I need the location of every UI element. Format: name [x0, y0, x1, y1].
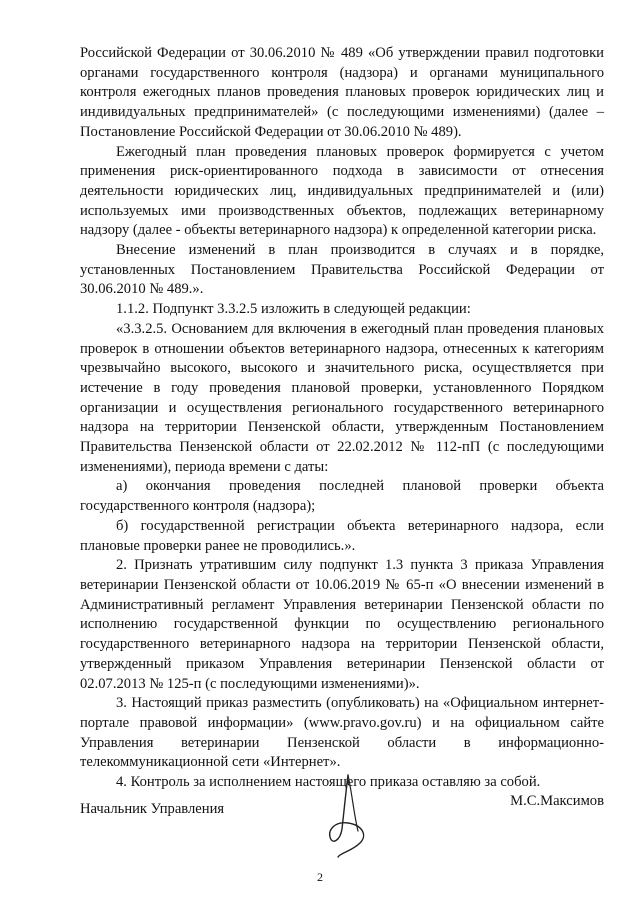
- paragraph: 4. Контроль за исполнением настоящего приказа оставляю за собой.: [116, 774, 541, 791]
- signatory-name: М.С.Максимов: [510, 793, 604, 809]
- paragraph: а) окончания проведения последней плановой проверки объекта государственного контроля (надзора);: [80, 478, 604, 515]
- paragraph: Внесение изменений в план производится в случаях и в порядке, установленных Постановлением Правительства Российской Федерации от 30.06.2010 № 489.».: [80, 242, 604, 298]
- paragraph: «3.3.2.5. Основанием для включения в ежегодный план проведения плановых проверок в отношении объектов ветеринарного надзора, отнесенных к категориям чрезвычайно высокого, высокого и значительного риска, осуществляется при истечение в году проведения плановой проверки, установленного Порядком организации и осуществления регионального государственного ветеринарного надзора на территории Пензенской области, утвержденным Постановлением Правительства Пензенской области от 22.02.2012 № 112-пП (с последующими изменениями), периода времени с даты:: [80, 320, 604, 475]
- signature-block: [80, 793, 604, 863]
- document-body: [80, 44, 604, 793]
- paragraph: 2. Признать утратившим силу подпункт 1.3 пункта 3 приказа Управления ветеринарии Пензенской области от 10.06.2019 № 65-п «О внесении изменений в Административный регламент Управления ветеринарии Пензенской области по исполнению государственной функции по осуществлению регионального государственного ветеринарного надзора на территории Пензенской области, утвержденный приказом Управления ветеринарии Пензенской области от 02.07.2013 № 125-п (с последующими изменениями)».: [80, 557, 604, 692]
- handwritten-signature: [318, 771, 388, 861]
- paragraph: 1.1.2. Подпункт 3.3.2.5 изложить в следующей редакции:: [116, 301, 471, 318]
- paragraph: 3. Настоящий приказ разместить (опубликовать) на «Официальном интернет-портале правовой информации» (www.pravo.gov.ru) и на официальном сайте Управления ветеринарии Пензенской области в информационно-телекоммуникационной сети «Интернет».: [80, 695, 604, 771]
- page-number: 2: [317, 870, 323, 884]
- paragraph: Российской Федерации от 30.06.2010 № 489 «Об утверждении правил подготовки органами государственного контроля (надзора) и органами муниципального контроля ежегодных планов проведения плановых проверок юридических лиц и индивидуальных предпринимателей» (с последующими изменениями) (далее – Постановление Российской Федерации от 30.06.2010 № 489).: [80, 45, 604, 140]
- paragraph: б) государственной регистрации объекта ветеринарного надзора, если плановые проверки ранее не проводились.».: [80, 517, 604, 554]
- paragraph: Ежегодный план проведения плановых проверок формируется с учетом применения риск-ориентированного подхода в зависимости от отнесения деятельности юридических лиц, индивидуальных предпринимателей и (или) используемых ими производственных объектов, подлежащих ветеринарному надзору (далее - объекты ветеринарного надзора) к определенной категории риска.: [80, 143, 604, 239]
- signatory-title: Начальник Управления: [80, 801, 225, 817]
